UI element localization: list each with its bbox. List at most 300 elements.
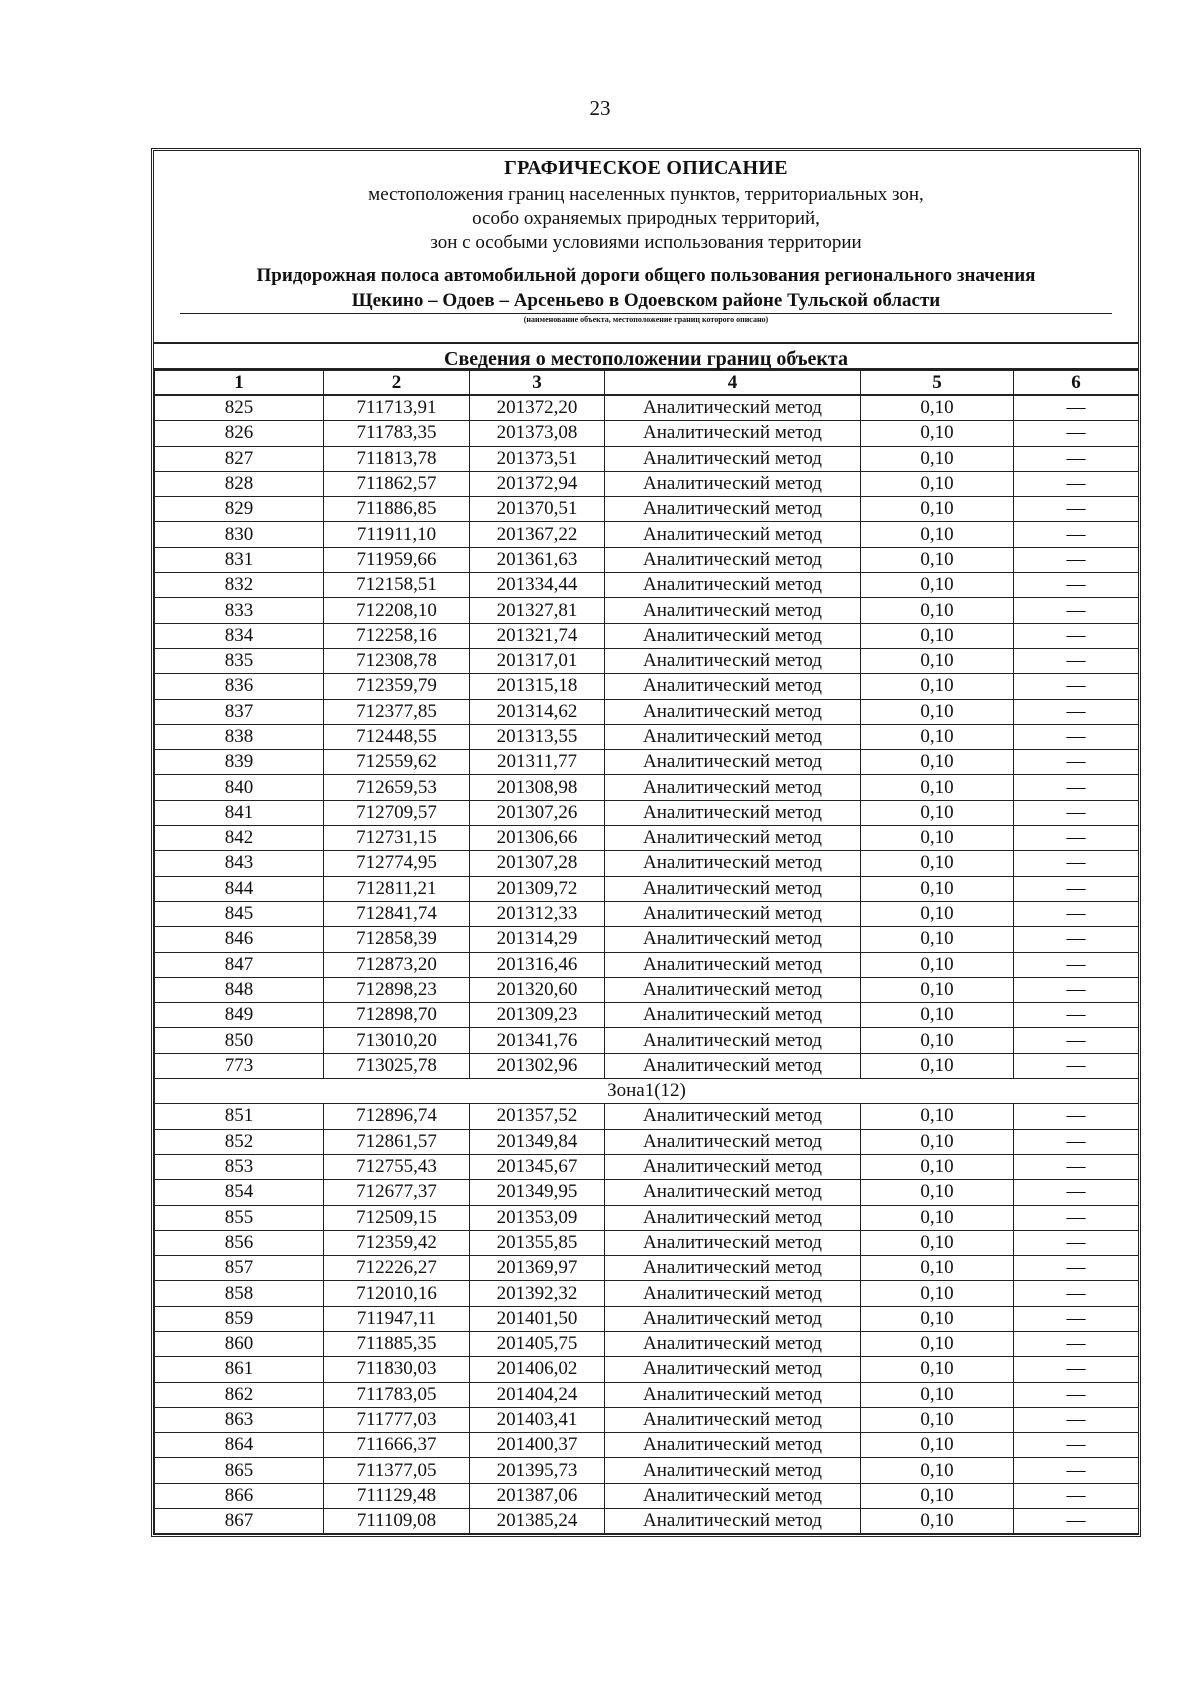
table-cell: 201314,62 — [470, 699, 605, 724]
table-row — [155, 1104, 1139, 1129]
table-row — [155, 1180, 1139, 1205]
table-cell: 832 — [155, 573, 324, 598]
table-row — [155, 851, 1139, 876]
table-cell: 201309,72 — [470, 876, 605, 901]
table-cell: — — [1014, 977, 1139, 1002]
table-cell: Аналитический метод — [605, 800, 861, 825]
table-cell: 861 — [155, 1357, 324, 1382]
table-row — [155, 1458, 1139, 1483]
table-cell: 201316,46 — [470, 952, 605, 977]
table-cell: — — [1014, 1230, 1139, 1255]
table-cell: 0,10 — [861, 1256, 1014, 1281]
table-cell: 0,10 — [861, 623, 1014, 648]
table-cell: Аналитический метод — [605, 876, 861, 901]
table-cell: 201370,51 — [470, 497, 605, 522]
table-row — [155, 1407, 1139, 1432]
table-cell: 0,10 — [861, 1104, 1014, 1129]
table-row — [155, 750, 1139, 775]
table-cell: 852 — [155, 1129, 324, 1154]
table-cell: 201349,84 — [470, 1129, 605, 1154]
table-row — [155, 1205, 1139, 1230]
table-cell: Аналитический метод — [605, 750, 861, 775]
table-cell: 837 — [155, 699, 324, 724]
table-cell: 711666,37 — [324, 1433, 470, 1458]
table-cell: 0,10 — [861, 1331, 1014, 1356]
table-cell: Аналитический метод — [605, 674, 861, 699]
table-row — [155, 1053, 1139, 1078]
table-cell: 825 — [155, 395, 324, 421]
table-cell: 711783,35 — [324, 421, 470, 446]
table-cell: 201334,44 — [470, 573, 605, 598]
table-row — [155, 395, 1139, 421]
table-cell: — — [1014, 1205, 1139, 1230]
table-cell: 712755,43 — [324, 1154, 470, 1179]
table-cell: Аналитический метод — [605, 471, 861, 496]
table-cell: — — [1014, 623, 1139, 648]
table-row — [155, 826, 1139, 851]
table-cell: 201315,18 — [470, 674, 605, 699]
table-cell: — — [1014, 1154, 1139, 1179]
table-cell: 712010,16 — [324, 1281, 470, 1306]
table-cell: 826 — [155, 421, 324, 446]
table-cell: 864 — [155, 1433, 324, 1458]
table-cell: 712258,16 — [324, 623, 470, 648]
table-cell: 841 — [155, 800, 324, 825]
table-row — [155, 1230, 1139, 1255]
table-cell: — — [1014, 573, 1139, 598]
table-cell: — — [1014, 952, 1139, 977]
document-title: ГРАФИЧЕСКОЕ ОПИСАНИЕ — [504, 157, 788, 179]
table-row — [155, 1483, 1139, 1508]
table-cell: 0,10 — [861, 851, 1014, 876]
table-cell: 0,10 — [861, 1205, 1014, 1230]
table-cell: 0,10 — [861, 750, 1014, 775]
table-cell: 846 — [155, 927, 324, 952]
table-cell: 830 — [155, 522, 324, 547]
table-cell: 711947,11 — [324, 1306, 470, 1331]
table-cell: 201314,29 — [470, 927, 605, 952]
table-cell: — — [1014, 851, 1139, 876]
table-cell: 711109,08 — [324, 1509, 470, 1534]
column-header: 5 — [861, 371, 1014, 396]
table-cell: 201373,51 — [470, 446, 605, 471]
table-cell: 862 — [155, 1382, 324, 1407]
table-cell: Аналитический метод — [605, 1483, 861, 1508]
table-cell: 201372,94 — [470, 471, 605, 496]
table-cell: 827 — [155, 446, 324, 471]
table-cell: 0,10 — [861, 1306, 1014, 1331]
table-cell: 712858,39 — [324, 927, 470, 952]
table-cell: — — [1014, 674, 1139, 699]
table-cell: Аналитический метод — [605, 1205, 861, 1230]
table-cell: 839 — [155, 750, 324, 775]
table-cell: 201353,09 — [470, 1205, 605, 1230]
table-cell: 201403,41 — [470, 1407, 605, 1432]
table-cell: Аналитический метод — [605, 901, 861, 926]
table-cell: Аналитический метод — [605, 1129, 861, 1154]
table-cell: 201404,24 — [470, 1382, 605, 1407]
table-cell: 712896,74 — [324, 1104, 470, 1129]
table-cell: Аналитический метод — [605, 1458, 861, 1483]
table-cell: 845 — [155, 901, 324, 926]
column-header: 3 — [470, 371, 605, 396]
table-cell: 712898,23 — [324, 977, 470, 1002]
table-row — [155, 421, 1139, 446]
table-cell: 201405,75 — [470, 1331, 605, 1356]
table-cell: 838 — [155, 724, 324, 749]
table-cell: 0,10 — [861, 421, 1014, 446]
table-cell: Аналитический метод — [605, 775, 861, 800]
table-cell: — — [1014, 522, 1139, 547]
table-cell: 712226,27 — [324, 1256, 470, 1281]
boundary-points-table — [154, 370, 1139, 1534]
table-cell: 0,10 — [861, 1028, 1014, 1053]
table-cell: Аналитический метод — [605, 522, 861, 547]
table-cell: 201367,22 — [470, 522, 605, 547]
table-cell: 712509,15 — [324, 1205, 470, 1230]
table-cell: Аналитический метод — [605, 1331, 861, 1356]
table-row — [155, 1331, 1139, 1356]
table-cell: 0,10 — [861, 674, 1014, 699]
table-cell: Аналитический метод — [605, 1154, 861, 1179]
column-header: 1 — [155, 371, 324, 396]
table-cell: 859 — [155, 1306, 324, 1331]
table-row — [155, 1028, 1139, 1053]
table-row — [155, 800, 1139, 825]
table-cell: 0,10 — [861, 1407, 1014, 1432]
object-name-underline — [180, 313, 1112, 314]
table-cell: 712158,51 — [324, 573, 470, 598]
table-cell: — — [1014, 1003, 1139, 1028]
table-cell: 201401,50 — [470, 1306, 605, 1331]
table-cell: — — [1014, 1509, 1139, 1534]
table-cell: 0,10 — [861, 1281, 1014, 1306]
table-cell: 712359,79 — [324, 674, 470, 699]
table-cell: 201355,85 — [470, 1230, 605, 1255]
table-cell: 867 — [155, 1509, 324, 1534]
table-cell: Аналитический метод — [605, 421, 861, 446]
table-cell: 711377,05 — [324, 1458, 470, 1483]
table-cell: 860 — [155, 1331, 324, 1356]
table-cell: 0,10 — [861, 1053, 1014, 1078]
table-cell: Аналитический метод — [605, 1357, 861, 1382]
table-cell: 0,10 — [861, 547, 1014, 572]
table-row — [155, 1129, 1139, 1154]
table-cell: 828 — [155, 471, 324, 496]
table-cell: 0,10 — [861, 800, 1014, 825]
table-cell: Аналитический метод — [605, 446, 861, 471]
table-cell: 201395,73 — [470, 1458, 605, 1483]
table-row — [155, 901, 1139, 926]
table-cell: Аналитический метод — [605, 395, 861, 421]
table-cell: 712861,57 — [324, 1129, 470, 1154]
table-cell: Аналитический метод — [605, 497, 861, 522]
zone-row — [155, 1079, 1139, 1104]
table-cell: 0,10 — [861, 648, 1014, 673]
table-cell: 858 — [155, 1281, 324, 1306]
table-row — [155, 1154, 1139, 1179]
table-cell: 711783,05 — [324, 1382, 470, 1407]
table-cell: 856 — [155, 1230, 324, 1255]
table-cell: — — [1014, 598, 1139, 623]
table-cell: 712731,15 — [324, 826, 470, 851]
table-cell: 0,10 — [861, 1003, 1014, 1028]
table-cell: 843 — [155, 851, 324, 876]
table-row — [155, 1357, 1139, 1382]
table-cell: 201361,63 — [470, 547, 605, 572]
table-cell: 842 — [155, 826, 324, 851]
table-cell: — — [1014, 1483, 1139, 1508]
table-cell: — — [1014, 421, 1139, 446]
table-cell: 0,10 — [861, 1230, 1014, 1255]
table-cell: 201320,60 — [470, 977, 605, 1002]
table-cell: 711713,91 — [324, 395, 470, 421]
table-cell: 0,10 — [861, 1357, 1014, 1382]
table-cell: 0,10 — [861, 446, 1014, 471]
table-cell: — — [1014, 1306, 1139, 1331]
table-cell: 711129,48 — [324, 1483, 470, 1508]
table-cell: 834 — [155, 623, 324, 648]
table-cell: 712841,74 — [324, 901, 470, 926]
table-cell: Аналитический метод — [605, 598, 861, 623]
table-cell: 835 — [155, 648, 324, 673]
table-row — [155, 598, 1139, 623]
table-cell: Аналитический метод — [605, 1256, 861, 1281]
table-cell: 0,10 — [861, 775, 1014, 800]
table-cell: 711830,03 — [324, 1357, 470, 1382]
table-cell: 712898,70 — [324, 1003, 470, 1028]
table-row — [155, 775, 1139, 800]
table-cell: 201327,81 — [470, 598, 605, 623]
table-cell: — — [1014, 901, 1139, 926]
table-row — [155, 876, 1139, 901]
table-row — [155, 623, 1139, 648]
table-cell: 0,10 — [861, 876, 1014, 901]
table-cell: 201308,98 — [470, 775, 605, 800]
table-cell: 201311,77 — [470, 750, 605, 775]
subtitle-line-2: особо охраняемых природных территорий, — [472, 208, 820, 229]
table-cell: 712659,53 — [324, 775, 470, 800]
table-cell: 201341,76 — [470, 1028, 605, 1053]
table-cell: 0,10 — [861, 927, 1014, 952]
table-row — [155, 699, 1139, 724]
table-cell: 713025,78 — [324, 1053, 470, 1078]
table-cell: 712559,62 — [324, 750, 470, 775]
table-row — [155, 648, 1139, 673]
table-cell: 850 — [155, 1028, 324, 1053]
table-cell: 712308,78 — [324, 648, 470, 673]
zone-label: Зона1(12) — [155, 1079, 1139, 1104]
table-cell: 712774,95 — [324, 851, 470, 876]
table-cell: 201385,24 — [470, 1509, 605, 1534]
table-row — [155, 471, 1139, 496]
table-cell: 201312,33 — [470, 901, 605, 926]
table-cell: Аналитический метод — [605, 927, 861, 952]
table-cell: — — [1014, 1256, 1139, 1281]
table-cell: 840 — [155, 775, 324, 800]
subtitle-line-3: зон с особыми условиями использования территории — [430, 232, 862, 253]
header-box — [154, 151, 1138, 344]
table-cell: 0,10 — [861, 598, 1014, 623]
table-cell: 712873,20 — [324, 952, 470, 977]
table-cell: Аналитический метод — [605, 1281, 861, 1306]
table-cell: 201306,66 — [470, 826, 605, 851]
table-cell: 712208,10 — [324, 598, 470, 623]
table-cell: — — [1014, 395, 1139, 421]
table-cell: Аналитический метод — [605, 1230, 861, 1255]
table-cell: 711886,85 — [324, 497, 470, 522]
table-cell: 712448,55 — [324, 724, 470, 749]
table-cell: Аналитический метод — [605, 724, 861, 749]
table-cell: 0,10 — [861, 826, 1014, 851]
table-cell: 201392,32 — [470, 1281, 605, 1306]
table-cell: 0,10 — [861, 522, 1014, 547]
table-row — [155, 547, 1139, 572]
table-cell: 201317,01 — [470, 648, 605, 673]
table-cell: Аналитический метод — [605, 1003, 861, 1028]
table-cell: — — [1014, 497, 1139, 522]
table-cell: Аналитический метод — [605, 1509, 861, 1534]
table-cell: — — [1014, 1129, 1139, 1154]
table-cell: Аналитический метод — [605, 1053, 861, 1078]
table-cell: — — [1014, 648, 1139, 673]
table-row — [155, 1433, 1139, 1458]
table-row — [155, 446, 1139, 471]
table-row — [155, 724, 1139, 749]
table-cell: Аналитический метод — [605, 573, 861, 598]
table-cell: 0,10 — [861, 1433, 1014, 1458]
table-row — [155, 952, 1139, 977]
table-header-row — [155, 371, 1139, 396]
table-cell: — — [1014, 1053, 1139, 1078]
table-row — [155, 497, 1139, 522]
table-cell: 201369,97 — [470, 1256, 605, 1281]
table-cell: — — [1014, 1281, 1139, 1306]
table-cell: Аналитический метод — [605, 648, 861, 673]
table-cell: 865 — [155, 1458, 324, 1483]
table-cell: 711911,10 — [324, 522, 470, 547]
table-cell: 0,10 — [861, 1382, 1014, 1407]
table-cell: 0,10 — [861, 497, 1014, 522]
table-cell: 713010,20 — [324, 1028, 470, 1053]
table-row — [155, 927, 1139, 952]
table-cell: 201373,08 — [470, 421, 605, 446]
table-cell: 833 — [155, 598, 324, 623]
table-cell: Аналитический метод — [605, 699, 861, 724]
table-cell: 836 — [155, 674, 324, 699]
table-cell: — — [1014, 724, 1139, 749]
table-cell: 848 — [155, 977, 324, 1002]
table-cell: — — [1014, 471, 1139, 496]
table-cell: Аналитический метод — [605, 1306, 861, 1331]
table-cell: 0,10 — [861, 1458, 1014, 1483]
table-cell: 851 — [155, 1104, 324, 1129]
table-cell: 863 — [155, 1407, 324, 1432]
table-cell: Аналитический метод — [605, 826, 861, 851]
table-cell: 711959,66 — [324, 547, 470, 572]
table-cell: — — [1014, 547, 1139, 572]
table-cell: 712677,37 — [324, 1180, 470, 1205]
table-cell: 0,10 — [861, 977, 1014, 1002]
table-row — [155, 573, 1139, 598]
table-cell: 844 — [155, 876, 324, 901]
table-cell: — — [1014, 1357, 1139, 1382]
table-row — [155, 1003, 1139, 1028]
table-cell: — — [1014, 1028, 1139, 1053]
table-cell: 0,10 — [861, 724, 1014, 749]
page-number: 23 — [589, 96, 611, 120]
table-cell: 0,10 — [861, 1129, 1014, 1154]
table-cell: 201345,67 — [470, 1154, 605, 1179]
table-cell: — — [1014, 1458, 1139, 1483]
table-cell: Аналитический метод — [605, 1407, 861, 1432]
table-cell: 712359,42 — [324, 1230, 470, 1255]
table-cell: — — [1014, 446, 1139, 471]
table-cell: — — [1014, 750, 1139, 775]
section-title: Сведения о местоположении границ объекта — [154, 344, 1138, 370]
column-header: 4 — [605, 371, 861, 396]
table-cell: 201313,55 — [470, 724, 605, 749]
table-cell: 0,10 — [861, 1483, 1014, 1508]
table-cell: 201309,23 — [470, 1003, 605, 1028]
table-cell: 866 — [155, 1483, 324, 1508]
object-caption: (наименование объекта, местоположение границ которого описано) — [523, 315, 769, 324]
table-cell: 853 — [155, 1154, 324, 1179]
table-row — [155, 1256, 1139, 1281]
table-cell: 854 — [155, 1180, 324, 1205]
table-cell: 0,10 — [861, 1180, 1014, 1205]
table-cell: — — [1014, 1104, 1139, 1129]
table-cell: Аналитический метод — [605, 851, 861, 876]
table-cell: — — [1014, 927, 1139, 952]
table-cell: Аналитический метод — [605, 1180, 861, 1205]
table-cell: 712811,21 — [324, 876, 470, 901]
table-cell: 855 — [155, 1205, 324, 1230]
table-row — [155, 1509, 1139, 1534]
table-cell: 849 — [155, 1003, 324, 1028]
object-name-line-2: Щекино – Одоев – Арсеньево в Одоевском районе Тульской области — [351, 290, 941, 311]
table-cell: 201307,26 — [470, 800, 605, 825]
table-cell: 0,10 — [861, 573, 1014, 598]
table-cell: 847 — [155, 952, 324, 977]
table-cell: 201349,95 — [470, 1180, 605, 1205]
table-cell: 0,10 — [861, 471, 1014, 496]
table-row — [155, 674, 1139, 699]
table-cell: 201307,28 — [470, 851, 605, 876]
table-cell: 201400,37 — [470, 1433, 605, 1458]
table-cell: Аналитический метод — [605, 1028, 861, 1053]
table-row — [155, 1281, 1139, 1306]
table-cell: 201321,74 — [470, 623, 605, 648]
table-cell: 0,10 — [861, 699, 1014, 724]
document-frame — [151, 148, 1141, 1537]
subtitle-line-1: местоположения границ населенных пунктов, территориальных зон, — [368, 184, 924, 205]
table-cell: 711885,35 — [324, 1331, 470, 1356]
table-cell: 0,10 — [861, 901, 1014, 926]
table-cell: 857 — [155, 1256, 324, 1281]
table-cell: — — [1014, 1433, 1139, 1458]
table-cell: Аналитический метод — [605, 547, 861, 572]
table-cell: 711777,03 — [324, 1407, 470, 1432]
object-name-line-1: Придорожная полоса автомобильной дороги общего пользования регионального значения — [256, 265, 1036, 286]
table-cell: 0,10 — [861, 1509, 1014, 1534]
table-cell: Аналитический метод — [605, 977, 861, 1002]
table-cell: 201406,02 — [470, 1357, 605, 1382]
table-cell: 0,10 — [861, 395, 1014, 421]
table-row — [155, 1306, 1139, 1331]
table-cell: — — [1014, 826, 1139, 851]
table-cell: Аналитический метод — [605, 623, 861, 648]
